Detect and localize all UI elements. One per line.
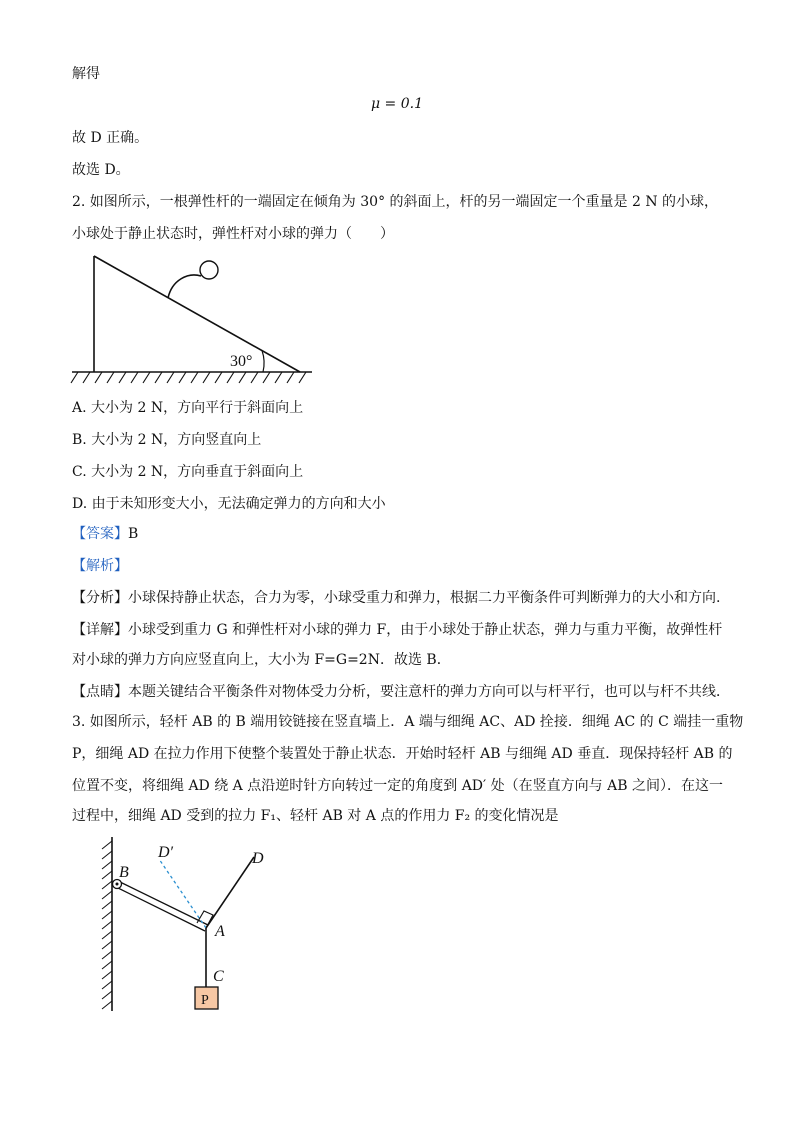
prev-conclusion: 故 D 正确。 (72, 130, 149, 146)
formula-text: μ = 0.1 (371, 96, 423, 112)
q2-option-a: A. 大小为 2 N，方向平行于斜面向上 (72, 400, 304, 416)
q2-fenxi (72, 588, 720, 608)
xiangjie-tag: 【详解】 (72, 622, 128, 638)
q2-dianjing (72, 682, 730, 702)
incline-slope (94, 256, 300, 372)
analysis-tag: 【解析】 (72, 558, 128, 574)
label-c: C (213, 968, 224, 985)
dianjing-text: 本题关键结合平衡条件对物体受力分析，要注意杆的弹力方向可以与杆平行，也可以与杆不共线． (128, 684, 730, 700)
q3-wall-rod-figure (95, 835, 285, 1020)
answer-value: B (128, 526, 139, 542)
rope-ad (206, 857, 254, 928)
label-b: B (119, 864, 129, 881)
answer-tag: 【答案】 (72, 526, 128, 542)
dianjing-tag: 【点睛】 (72, 684, 128, 700)
elastic-rod (168, 275, 201, 298)
q2-answer (72, 524, 138, 544)
q2-incline-figure (70, 252, 320, 387)
rod-ab-upper (118, 881, 208, 925)
q3-line2: P，细绳 AD 在拉力作用下使整个装置处于静止状态．开始时轻杆 AB 与细绳 AD 垂直．现保持轻杆 AB 的 (72, 746, 733, 762)
label-d: D (252, 850, 264, 867)
xiangjie-text-1: 小球受到重力 G 和弹性杆对小球的弹力 F，由于小球处于静止状态，弹力与重力平衡，故弹性杆 (128, 622, 723, 638)
hinge-b-dot (116, 883, 119, 886)
angle-label: 30° (230, 353, 253, 370)
wall-hatch (102, 841, 112, 1009)
ball (200, 261, 218, 279)
rope-ad-prime (159, 859, 206, 928)
q2-option-d: D. 由于未知形变大小，无法确定弹力的方向和大小 (72, 496, 386, 512)
q2-option-c: C. 大小为 2 N，方向垂直于斜面向上 (72, 464, 304, 480)
prev-jiede: 解得 (72, 66, 100, 82)
q2-option-b: B. 大小为 2 N，方向竖直向上 (72, 432, 262, 448)
q2-stem-line1: 2. 如图所示，一根弹性杆的一端固定在倾角为 30° 的斜面上，杆的另一端固定一个重量是 2 N 的小球， (72, 194, 719, 210)
angle-arc (262, 351, 264, 372)
prev-choice: 故选 D。 (72, 162, 130, 178)
rod-ab-lower (116, 887, 205, 931)
label-d-prime: D′ (158, 844, 174, 861)
q3-line1: 3. 如图所示，轻杆 AB 的 B 端用铰链接在竖直墙上．A 端与细绳 AC、AD 拴接．细绳 AC 的 C 端挂一重物 (72, 714, 744, 730)
ground-hatch (71, 372, 306, 383)
label-a: A (215, 923, 225, 940)
fenxi-text: 小球保持静止状态，合力为零，小球受重力和弹力，根据二力平衡条件可判断弹力的大小和方向. (128, 590, 721, 606)
q3-line4: 过程中，细绳 AD 受到的拉力 F₁、轻杆 AB 对 A 点的作用力 F₂ 的变化情况是 (72, 808, 559, 824)
q2-stem-line2: 小球处于静止状态时，弹性杆对小球的弹力（ ） (72, 226, 394, 242)
fenxi-tag: 【分析】 (72, 590, 128, 606)
q3-line3: 位置不变，将细绳 AD 绕 A 点沿逆时针方向转过一定的角度到 AD′ 处（在竖直方向与 AB 之间）．在这一 (72, 778, 723, 794)
q2-analysis-heading (72, 556, 128, 576)
q2-xiangjie (72, 620, 722, 640)
prev-formula (0, 96, 794, 112)
label-p: P (201, 993, 209, 1008)
q2-xiangjie-cont: 对小球的弹力方向应竖直向上，大小为 F=G=2N．故选 B． (72, 652, 451, 668)
